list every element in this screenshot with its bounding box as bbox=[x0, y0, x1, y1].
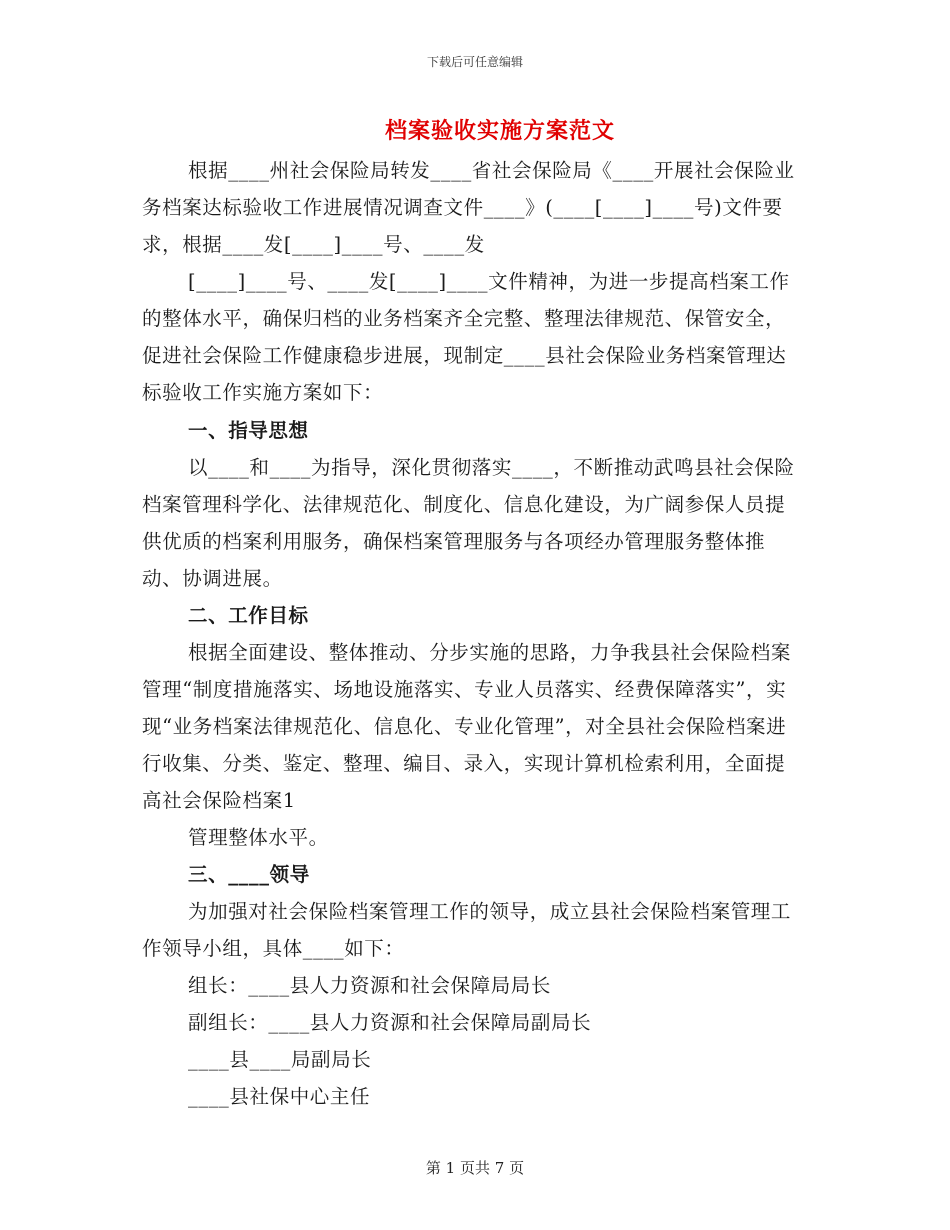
section-paragraph: 为加强对社会保险档案管理工作的领导，成立县社会保险档案管理工作领导小组，具体____如下： bbox=[142, 900, 792, 960]
section-heading: 一、指导思想 bbox=[188, 419, 309, 442]
section-paragraph: 副组长：____县人力资源和社会保障局副局长 bbox=[188, 1011, 592, 1034]
section-heading: 二、工作目标 bbox=[188, 604, 309, 627]
section-paragraph: ____县社保中心主任 bbox=[188, 1085, 371, 1108]
document-body bbox=[142, 152, 802, 1115]
section-paragraph: 管理整体水平。 bbox=[188, 826, 329, 849]
document-title: 档案验收实施方案范文 bbox=[384, 118, 615, 144]
section-paragraph: 根据全面建设、整体推动、分步实施的思路，力争我县社会保险档案管理“制度措施落实、场地设施落实、专业人员落实、经费保障落实”，实现“业务档案法律规范化、信息化、专业化管理”，对全县社会保险档案进行收集、分类、鉴定、整理、编目、录入，实现计算机检索利用，全面提高社会保险档案1 bbox=[142, 641, 792, 812]
section-paragraph: ____县____局副局长 bbox=[188, 1048, 372, 1071]
section-paragraph: 组长：____县人力资源和社会保障局局长 bbox=[188, 974, 552, 997]
section-heading: 三、____领导 bbox=[188, 863, 310, 886]
page-footer: 第 1 页共 7 页 bbox=[425, 1159, 525, 1177]
intro-paragraph: 根据____州社会保险局转发____省社会保险局《____开展社会保险业务档案达标验收工作进展情况调查文件____》(____[____]____号)文件要求，根据____发[____]____号、____发 bbox=[142, 159, 795, 256]
intro-paragraph: [____]____号、____发[____]____文件精神，为进一步提高档案工作的整体水平，确保归档的业务档案齐全完整、整理法律规范、保管安全，促进社会保险工作健康稳步进展，现制定____县社会保险业务档案管理达标验收工作实施方案如下： bbox=[142, 270, 790, 404]
section-paragraph: 以____和____为指导，深化贯彻落实____，不断推动武鸣县社会保险档案管理科学化、法律规范化、制度化、信息化建设，为广阔参保人员提供优质的档案利用服务，确保档案管理服务与各项经办管理服务整体推动、协调进展。 bbox=[142, 456, 795, 590]
header-note: 下载后可任意编辑 bbox=[426, 55, 523, 69]
